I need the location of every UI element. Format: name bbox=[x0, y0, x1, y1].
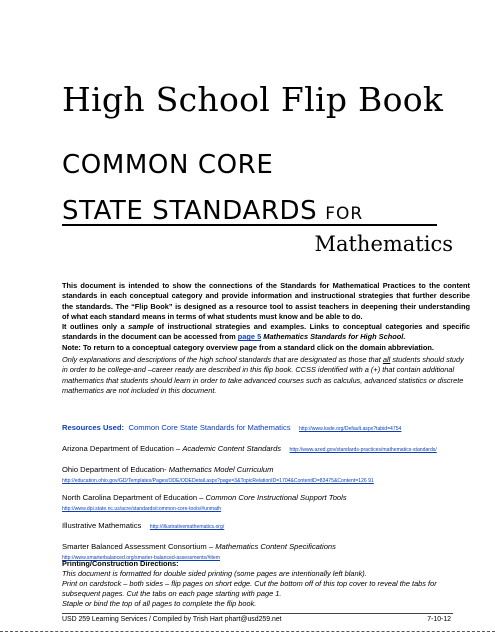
printing-line: Staple or bind the top of all pages to complete the flip book. bbox=[62, 599, 257, 608]
resource-item bbox=[62, 515, 482, 533]
resource-name bbox=[62, 542, 336, 551]
resource-url[interactable]: http://education.ohio.gov/GD/Templates/Pages/ODE/ODEDetail.aspx?page=3&TopicRelationID=1704&ContentID=83475&Content=126 91 bbox=[62, 478, 374, 484]
scope-note-all: all bbox=[382, 355, 391, 364]
printing-line: Print on cardstock – both sides – flip pages on short edge. Cut the bottom off of this top cover to reveal the tabs for subsequent pages. Cut the tabs on each page starting with page 1. bbox=[62, 579, 437, 598]
resource-url[interactable]: http://illustrativemathematics.org/ bbox=[149, 524, 225, 530]
title-underline bbox=[62, 224, 437, 226]
resource-item bbox=[62, 438, 482, 456]
resource-name-italic: Common Core Instructional Support Tools bbox=[205, 493, 347, 502]
intro-sample: sample bbox=[128, 322, 154, 332]
footer-divider bbox=[62, 613, 453, 614]
intro-p2a: It outlines only a bbox=[62, 322, 129, 332]
subtitle-common-core: COMMON CORE bbox=[62, 150, 274, 180]
subtitle-state-standards-text: STATE STANDARDS bbox=[62, 196, 318, 226]
resource-name: Common Core State Standards for Mathematics bbox=[128, 423, 291, 432]
intro-p1: This document is intended to show the connections of the Standards for Mathematical Practices to the content standards in each conceptual category and provide information and instructional strategies that further describe the standards. The “Flip Book” is designed as a resource tool to assist teachers in deepening their understanding of what each standard means in terms of what students must know and be able to do. bbox=[62, 281, 470, 321]
resource-item bbox=[62, 487, 482, 512]
subject-heading: Mathematics bbox=[314, 232, 453, 256]
resource-name-italic: Mathematics Content Specifications bbox=[215, 542, 336, 551]
resource-url[interactable]: http://www.azed.gov/standards-practices/mathematics-standards/ bbox=[289, 447, 437, 453]
subtitle-for: FOR bbox=[325, 204, 364, 224]
resource-url[interactable]: http://www.smarterbalanced.org/smarter-balanced-assessments/#item bbox=[62, 555, 220, 561]
resource-name bbox=[62, 465, 273, 474]
intro-note: Note: To return to a conceptual category overview page from a standard click on the domain abbreviation. bbox=[62, 342, 434, 352]
resources-label bbox=[62, 423, 124, 432]
resource-item bbox=[62, 536, 482, 561]
resource-name-italic: Academic Content Standards bbox=[182, 444, 282, 453]
resource-url[interactable]: http://www.dpi.state.nc.us/acre/standards/common-core-tools/#unmath bbox=[62, 506, 222, 512]
resource-item bbox=[62, 417, 482, 435]
resource-name bbox=[62, 493, 347, 502]
intro-p2-italic: Mathematics Standards for High School. bbox=[263, 332, 406, 342]
cut-line bbox=[0, 631, 495, 632]
scope-note bbox=[62, 355, 470, 396]
document-title: High School Flip Book bbox=[62, 80, 444, 119]
resource-item bbox=[62, 459, 482, 484]
subtitle-state-standards bbox=[62, 196, 363, 226]
resource-name-italic: Mathematics Model Curriculum bbox=[168, 465, 274, 474]
printing-heading: Printing/Construction Directions: bbox=[62, 559, 179, 568]
scope-note-b: students should study in order to be college-and –career ready are described in this flip book. CCSS identified with a (+) that contain additional mathematics that students should learn in order to take advanced courses such as calculus, advanced statistics or discrete mathematics are not included in this document. bbox=[62, 355, 464, 395]
resource-name: Illustrative Mathematics bbox=[62, 521, 142, 530]
resource-name-a: North Carolina Department of Education – bbox=[62, 493, 206, 502]
page-5-link[interactable]: page 5 bbox=[237, 332, 262, 342]
intro-paragraph bbox=[62, 281, 470, 353]
footer-date: 7-10-12 bbox=[427, 616, 451, 623]
resource-name-a: Ohio Department of Education- bbox=[62, 465, 169, 474]
resource-name bbox=[62, 444, 281, 453]
resources-list bbox=[62, 417, 482, 564]
printing-directions bbox=[62, 559, 472, 609]
intro-p2b: of instructional strategies and examples. Links to conceptual categories and specific standards in the document can be accessed from bbox=[62, 322, 470, 342]
scope-note-a: Only explanations and descriptions of the high school standards that are designated as those that bbox=[62, 355, 383, 364]
resource-url[interactable]: http://www.ksde.org/Default.aspx?tabid=4754 bbox=[299, 426, 402, 432]
resources-label-text: Resources Used: bbox=[62, 423, 125, 432]
resource-name-a: Smarter Balanced Assessment Consortium – bbox=[62, 542, 216, 551]
printing-line: This document is formatted for double sided printing (some pages are intentionally left blank). bbox=[62, 569, 367, 578]
footer-credit: USD 259 Learning Services / Compiled by Trish Hart phart@usd259.net bbox=[62, 616, 282, 623]
resource-name-a: Arizona Department of Education – bbox=[62, 444, 183, 453]
